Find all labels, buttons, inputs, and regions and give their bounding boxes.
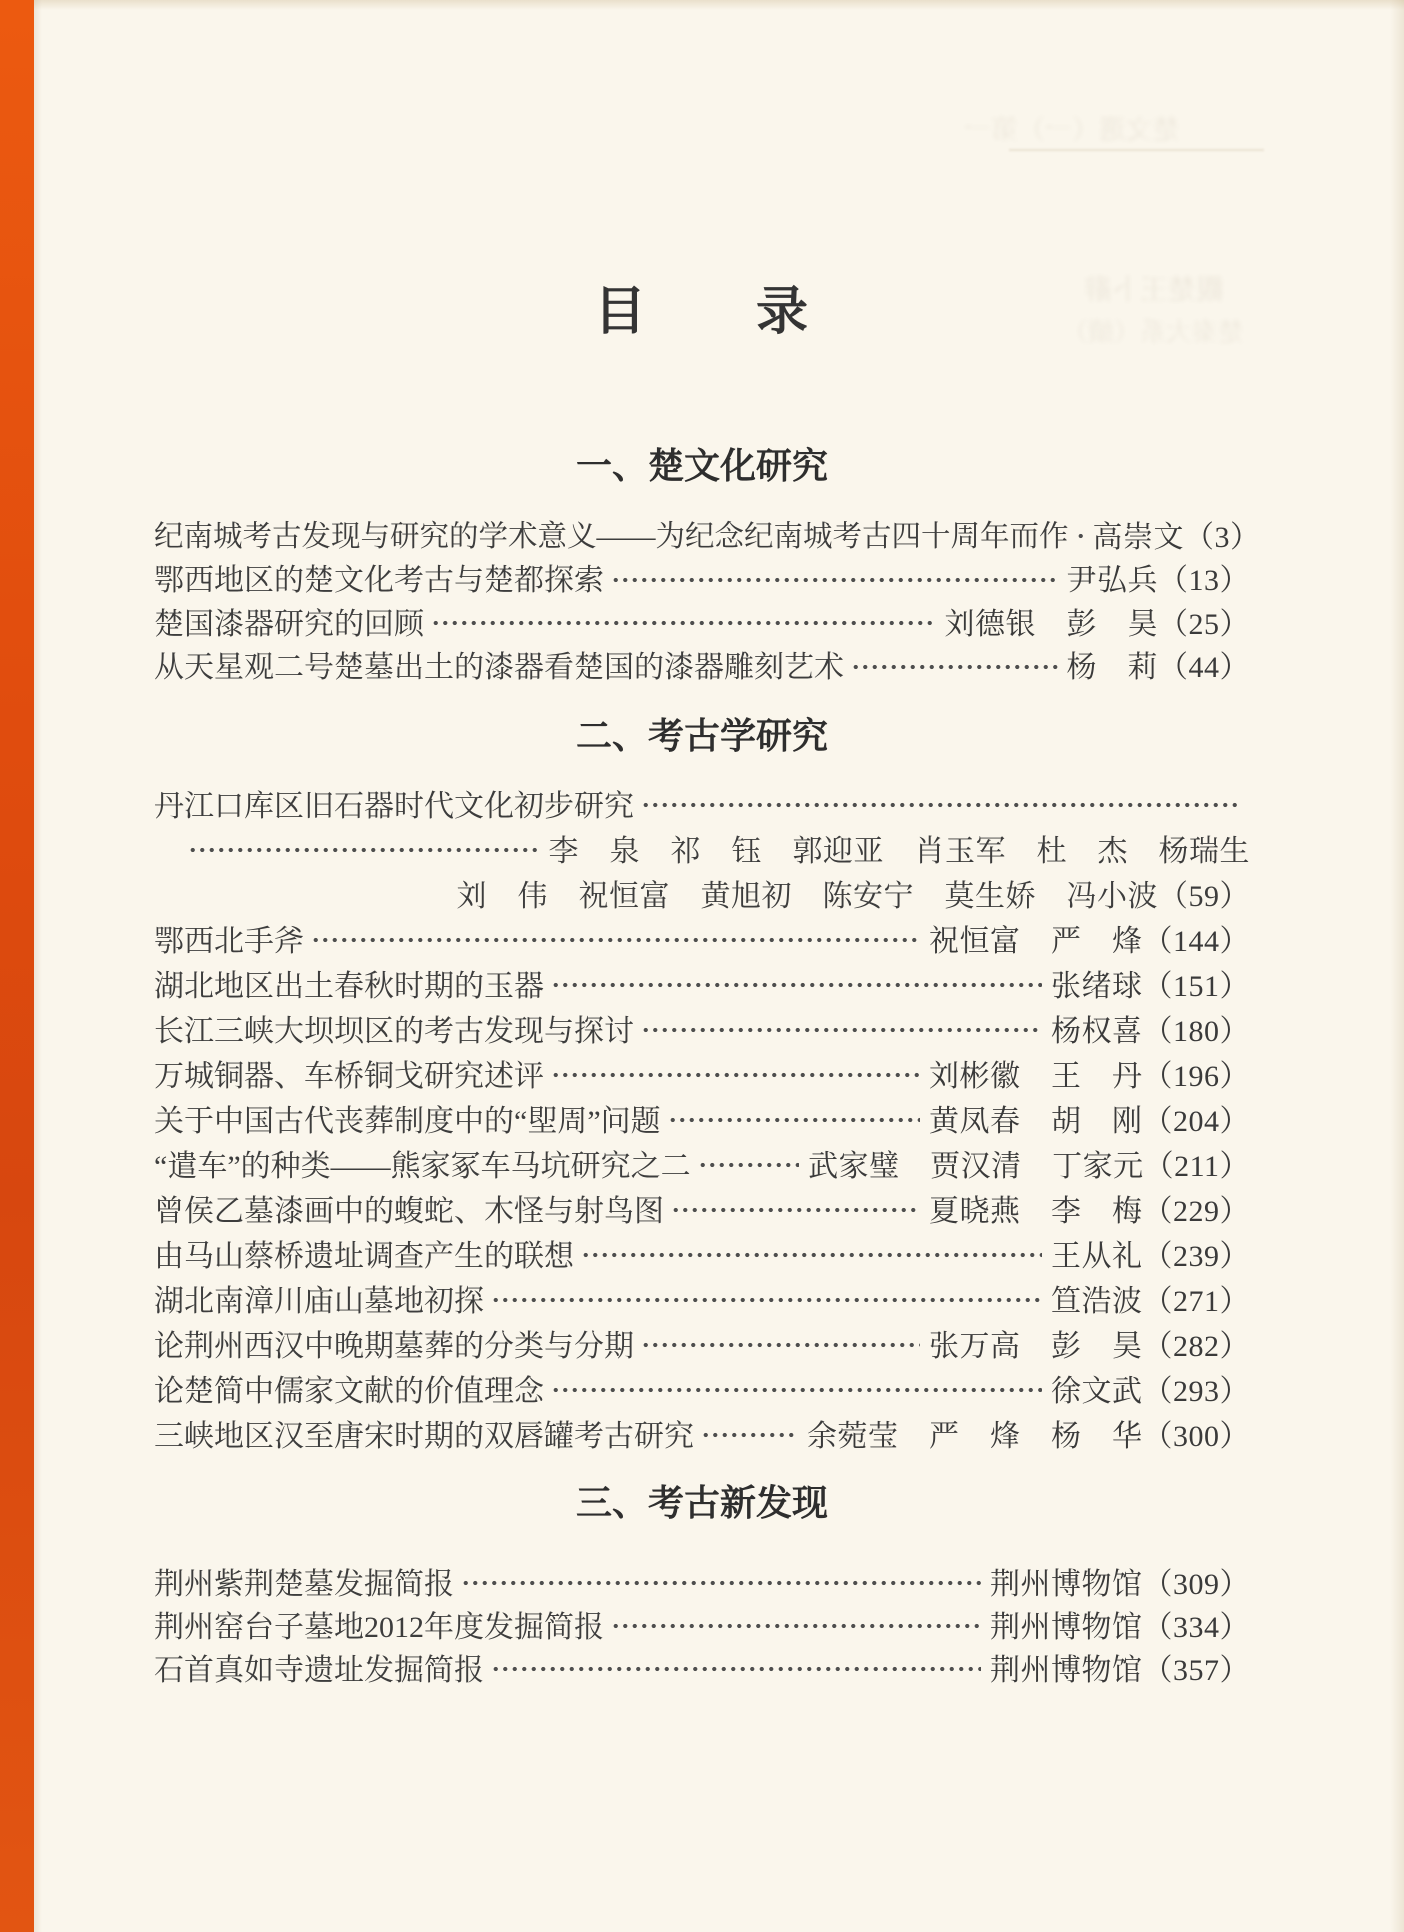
toc-entry (154, 1230, 1250, 1275)
section-heading: 一、楚文化研究 (575, 445, 828, 486)
entry-title: 湖北南漳川庙山墓地初探 (154, 1284, 484, 1318)
entry-title: 楚国漆器研究的回顾 (154, 607, 424, 641)
entry-title: 由马山蔡桥遗址调查产生的联想 (154, 1239, 574, 1273)
dot-leader (551, 1050, 920, 1095)
toc-entry (154, 1645, 1250, 1688)
toc-content (34, 282, 1261, 1688)
toc-section (154, 444, 1261, 686)
entry-authors-page: 高崇文（3） (1092, 520, 1261, 554)
entry-authors-page: 尹弘兵（13） (1066, 564, 1250, 598)
entry-authors-page: 刘德银 彭 昊（25） (944, 607, 1250, 641)
entry-authors-page: 张万高 彭 昊（282） (929, 1329, 1250, 1363)
dot-leader (1076, 512, 1084, 556)
entry-title: 荆州窑台子墓地2012年度发掘简报 (154, 1610, 604, 1644)
toc-entry (154, 1185, 1250, 1230)
dot-leader (551, 1365, 1042, 1410)
dot-leader (551, 960, 1042, 1005)
toc-section (154, 714, 1250, 1455)
section-entries (154, 512, 1261, 686)
entry-authors-page: 徐文武（293） (1051, 1374, 1250, 1408)
section-entries (154, 780, 1250, 1455)
entry-authors-page: 武家璧 贾汉清 丁家元（211） (808, 1149, 1250, 1183)
dot-leader (851, 643, 1058, 687)
toc-entry-continuation (154, 870, 1250, 915)
toc-entry (154, 1275, 1250, 1320)
entry-title: 石首真如寺遗址发掘简报 (154, 1653, 484, 1687)
entry-authors-page: 王从礼（239） (1051, 1239, 1250, 1273)
dot-leader (668, 1095, 920, 1140)
toc-entry (154, 1410, 1250, 1455)
entry-authors-page: 黄凤春 胡 刚（204） (929, 1104, 1250, 1138)
toc-section (154, 1481, 1250, 1688)
dot-leader (431, 599, 936, 643)
entry-title: 湖北地区出土春秋时期的玉器 (154, 969, 544, 1003)
entry-title: 三峡地区汉至唐宋时期的双唇罐考古研究 (154, 1419, 694, 1453)
toc-entry (154, 1559, 1250, 1602)
entry-authors-page: 荆州博物馆（357） (990, 1653, 1250, 1687)
continuation-authors: 李 泉 祁 钰 郭迎亚 肖玉军 杜 杰 杨瑞生 (548, 834, 1250, 868)
toc-entry (154, 556, 1250, 600)
page-title: 目 录 (593, 284, 810, 341)
entry-authors-page: 杨权喜（180） (1051, 1014, 1250, 1048)
entry-title: 关于中国古代丧葬制度中的“堲周”问题 (154, 1104, 661, 1138)
dot-leader (611, 556, 1058, 600)
dot-leader (641, 780, 1241, 825)
dot-leader (701, 1410, 798, 1455)
toc-entry (154, 1320, 1250, 1365)
section-entries (154, 1559, 1250, 1688)
toc-entry (154, 643, 1250, 687)
entry-title: 荆州紫荆楚墓发掘简报 (154, 1567, 454, 1601)
dot-leader (581, 1230, 1042, 1275)
entry-authors-page: 刘彬徽 王 丹（196） (929, 1059, 1250, 1093)
entry-authors-page: 笪浩波（271） (1051, 1284, 1250, 1318)
entry-authors-page: 杨 莉（44） (1066, 651, 1250, 685)
toc-entry-continuation (154, 825, 1250, 870)
toc-entry (154, 1095, 1250, 1140)
dot-leader (671, 1185, 920, 1230)
toc-entry (154, 599, 1250, 643)
dot-leader (461, 1559, 981, 1602)
section-heading: 三、考古新发现 (575, 1482, 828, 1523)
toc-entry (154, 1005, 1250, 1050)
dot-leader (611, 1602, 981, 1645)
entry-authors-page: 荆州博物馆（309） (990, 1567, 1250, 1601)
dot-leader (311, 915, 920, 960)
toc-entry (154, 1140, 1250, 1185)
toc-entry (154, 1602, 1250, 1645)
entry-title: 鄂西地区的楚文化考古与楚都探索 (154, 564, 604, 598)
toc-entry (154, 1050, 1250, 1095)
toc-entry (154, 512, 1261, 556)
dot-leader (641, 1005, 1042, 1050)
entry-authors-page: 余菀莹 严 烽 杨 华（300） (807, 1419, 1250, 1453)
entry-title: 纪南城考古发现与研究的学术意义——为纪念纪南城考古四十周年而作 (154, 520, 1069, 553)
toc-sections (154, 444, 1261, 1688)
entry-title: 论荆州西汉中晚期墓葬的分类与分期 (154, 1329, 634, 1363)
paper-page (34, 0, 1404, 1932)
dot-leader (491, 1645, 981, 1688)
bleed-through-rule (1009, 149, 1264, 151)
entry-title: “遣车”的种类——熊家冢车马坑研究之二 (154, 1149, 691, 1183)
bleed-through-text: 楚文選（一）第一 (964, 115, 1180, 145)
toc-entry (154, 1365, 1250, 1410)
toc-entry (154, 960, 1250, 1005)
dot-leader (698, 1140, 799, 1185)
bleed-through-text: 觀楚王卜辭 (1084, 275, 1225, 306)
bleed-through-text: 楚秦大系（續） (1062, 318, 1245, 347)
entry-authors-page: 祝恒富 严 烽（144） (929, 924, 1250, 958)
dot-leader (188, 825, 537, 870)
continuation-authors: 刘 伟 祝恒富 黄旭初 陈安宁 莫生娇 冯小波（59） (456, 879, 1250, 913)
dot-leader (641, 1320, 920, 1365)
toc-entry (154, 915, 1250, 960)
toc-entry (154, 780, 1250, 825)
section-heading: 二、考古学研究 (575, 715, 828, 756)
entry-title: 鄂西北手斧 (154, 924, 304, 958)
entry-title: 万城铜器、车桥铜戈研究述评 (154, 1059, 544, 1093)
book-spine-strip (0, 0, 34, 1932)
entry-title: 长江三峡大坝坝区的考古发现与探讨 (154, 1014, 634, 1048)
dot-leader (491, 1275, 1042, 1320)
entry-title: 从天星观二号楚墓出土的漆器看楚国的漆器雕刻艺术 (154, 651, 844, 685)
entry-title: 曾侯乙墓漆画中的蝮蛇、木怪与射鸟图 (154, 1194, 664, 1228)
entry-authors-page: 夏晓燕 李 梅（229） (929, 1194, 1250, 1228)
entry-title: 论楚简中儒家文献的价值理念 (154, 1374, 544, 1408)
entry-title: 丹江口库区旧石器时代文化初步研究 (154, 789, 634, 823)
entry-authors-page: 荆州博物馆（334） (990, 1610, 1250, 1644)
indent-spacer (154, 847, 188, 848)
entry-authors-page: 张绪球（151） (1051, 969, 1250, 1003)
